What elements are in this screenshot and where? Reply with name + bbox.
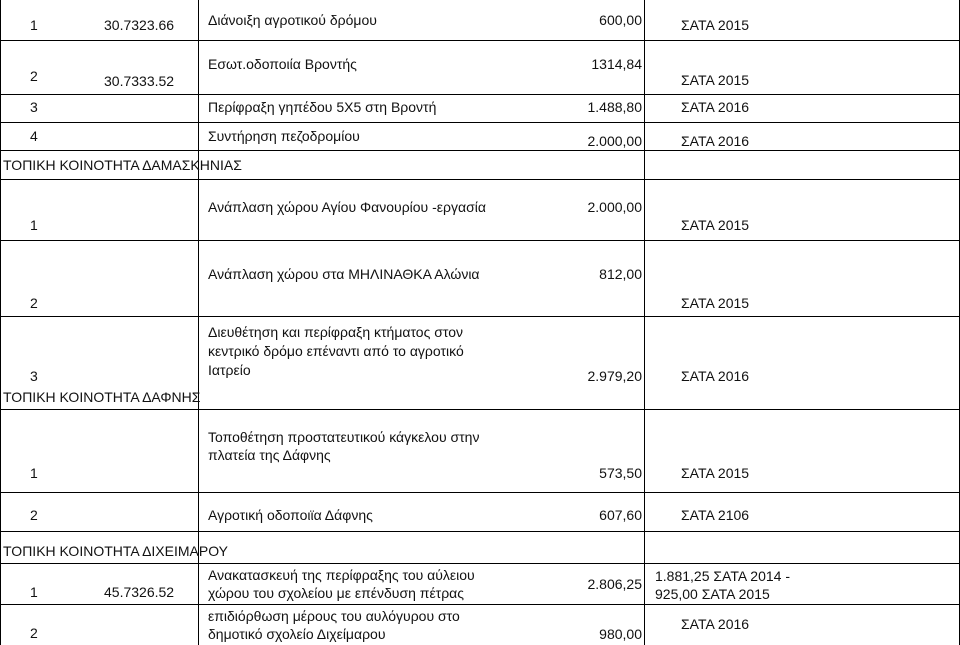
row-number: 4 [30,128,38,144]
row-number: 1 [30,584,38,600]
row-amount: 2.979,20 [587,368,642,384]
row-source: ΣΑΤΑ 2016 [681,99,750,115]
row-description: Ανάπλαση χώρου στα ΜΗΛΙΝΑΘΚΑ Αλώνια [208,266,480,282]
column-divider [0,0,1,645]
row-source: ΣΑΤΑ 2015 [681,465,750,481]
row-source: ΣΑΤΑ 2015 [681,217,750,233]
row-source-line: 925,00 ΣΑΤΑ 2015 [655,586,770,602]
row-description: Διάνοιξη αγροτικού δρόμου [208,12,377,28]
row-number: 1 [30,465,38,481]
row-description-line: πλατεία της Δάφνης [208,447,331,463]
row-source: ΣΑΤΑ 2015 [681,17,750,33]
row-number: 1 [30,217,38,233]
row-source: ΣΑΤΑ 2015 [681,295,750,311]
row-divider [0,122,960,123]
row-description-line: επιδιόρθωση μέρους του αυλόγυρου στο [208,608,460,624]
row-divider [0,409,960,410]
row-description-line: Διευθέτηση και περίφραξη κτήματος στον [208,324,463,340]
row-amount: 600,00 [599,12,642,28]
row-divider [0,316,960,317]
row-description-line: Ανακατασκευή της περίφραξης του αύλειου [208,567,475,583]
row-number: 2 [30,625,38,641]
row-code: 45.7326.52 [104,584,175,600]
row-source: ΣΑΤΑ 2016 [681,133,750,149]
row-source: ΣΑΤΑ 2106 [681,507,750,523]
row-divider [0,150,960,151]
row-description-line: δημοτικό σχολείο Διχείμαρου [208,626,386,642]
row-divider [0,563,960,564]
row-number: 2 [30,507,38,523]
row-amount: 1.488,80 [587,99,642,115]
row-amount: 607,60 [599,507,642,523]
section-title: ΤΟΠΙΚΗ ΚΟΙΝΟΤΗΤΑ ΔΙΧΕΙΜΑΡΟΥ [3,543,228,559]
row-description-line: Ιατρείο [208,362,251,378]
row-divider [0,240,960,241]
row-description: Ανάπλαση χώρου Αγίου Φανουρίου -εργασία [208,199,486,215]
row-code: 30.7333.52 [104,73,175,89]
section-title: ΤΟΠΙΚΗ ΚΟΙΝΟΤΗΤΑ ΔΑΜΑΣΚΗΝΙΑΣ [3,157,242,173]
row-amount: 1314,84 [591,56,642,72]
row-description: Συντήρηση πεζοδρομίου [208,128,360,144]
row-description-line: Τοποθέτηση προστατευτικού κάγκελου στην [208,429,480,445]
row-description: Εσωτ.οδοποιία Βροντής [208,56,357,72]
row-amount: 2.806,25 [587,576,642,592]
row-description: Αγροτική οδοποιϊα Δάφνης [208,507,373,523]
row-amount: 2.000,00 [587,199,642,215]
row-description-line: κεντρικό δρόμο επέναντι από το αγροτικό [208,343,464,359]
row-code: 30.7323.66 [104,17,175,33]
row-number: 3 [30,368,38,384]
row-amount: 573,50 [599,465,642,481]
row-amount: 812,00 [599,266,642,282]
section-title: ΤΟΠΙΚΗ ΚΟΙΝΟΤΗΤΑ ΔΑΦΝΗΣ [3,389,201,405]
row-divider [0,531,960,532]
row-source: ΣΑΤΑ 2016 [681,616,750,632]
row-amount: 2.000,00 [587,133,642,149]
row-number: 2 [30,295,38,311]
row-description: Περίφραξη γηπέδου 5Χ5 στη Βροντή [208,99,437,115]
row-source-line: 1.881,25 ΣΑΤΑ 2014 - [655,568,791,584]
row-source: ΣΑΤΑ 2015 [681,72,750,88]
row-number: 2 [30,68,38,84]
row-divider [0,94,960,95]
row-source: ΣΑΤΑ 2016 [681,368,750,384]
row-divider [0,604,960,605]
row-number: 1 [30,17,38,33]
row-divider [0,40,960,41]
row-divider [0,179,960,180]
row-amount: 980,00 [599,626,642,642]
row-number: 3 [30,99,38,115]
row-description-line: χώρου του σχολείου με επένδυση πέτρας [208,585,465,601]
column-divider [644,0,645,645]
row-divider [0,492,960,493]
